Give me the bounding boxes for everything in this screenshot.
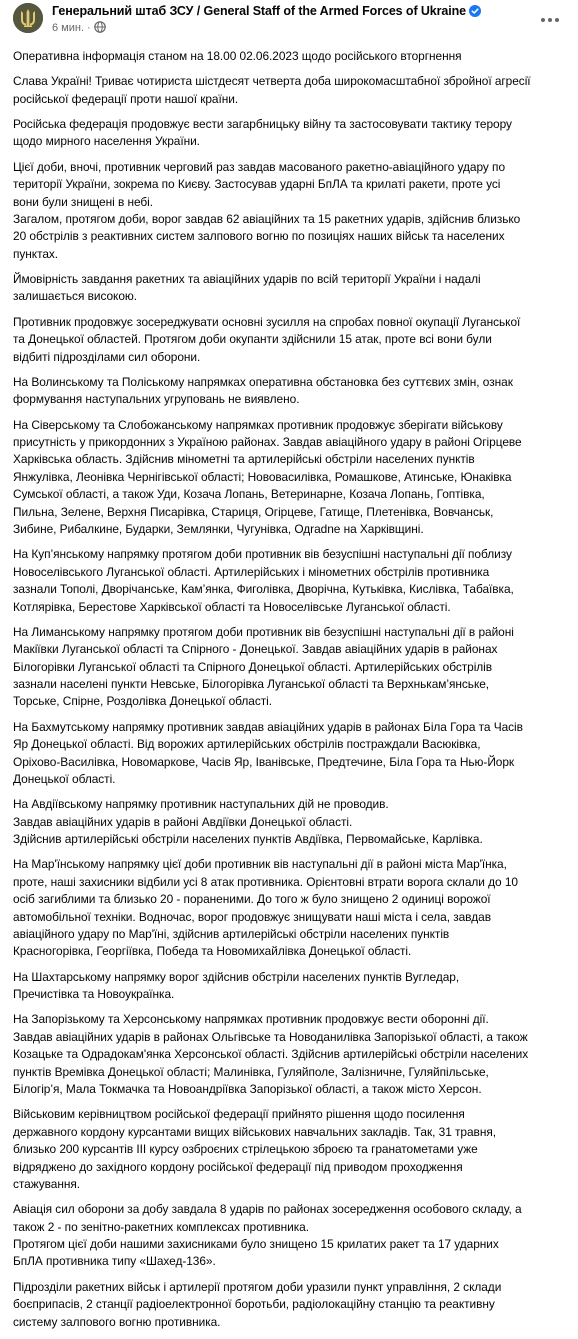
post-paragraph: На Куп’янському напрямку протягом доби противник вів безуспішні наступальні дії поблизу Новоселівського Луганської області. Артилерійських і мінометних обстрілів противника зазнали Тополі, Дворічанське, Кам’янка, Фиголівка, Дворічна, Кутьківка, Кислівка, Табаївка, Котлярівка, Берестове Харківської області та Новоселівське Луганської області. (13, 547, 514, 614)
trident-emblem-icon (13, 3, 43, 33)
meta-separator: · (87, 22, 91, 34)
verified-badge-icon (469, 5, 481, 17)
author-name[interactable]: Генеральний штаб ЗСУ / General Staff of the Armed Forces of Ukraine (52, 4, 467, 18)
post-paragraph: Противник продовжує зосереджувати основні зусилля на спробах повної окупації Луганської та Донецької областей. Протягом доби окупанти здійснили 15 атак, проте всі вони були відбиті підрозділами сил оборони. (13, 314, 521, 364)
post-paragraph: Оперативна інформація станом на 18.00 02.06.2023 щодо російського вторгнення (13, 49, 462, 63)
post-paragraph: Авіація сил оборони за добу завдала 8 ударів по районах зосередження особового складу, а також 2 - по зенітно-ракетних комплексах противника. Протягом цієї доби нашими захисниками було знищено 15 крилатих ракет та 17 ударних БпЛА противника типу «Шахед-136». (13, 1202, 522, 1269)
post-paragraph: Підрозділи ракетних військ і артилерії протягом доби уразили пункт управління, 2 склади боєприпасів, 2 станції радіоелектронної боротьби, радіолокаційну станцію та реактивну систему залпового вогню противника. (13, 1279, 502, 1329)
post-paragraph: На Сіверському та Слобожанському напрямках противник продовжує зберігати військову присутність у прикордонних з Україною районах. Завдав авіаційного удару в районі Огірцеве Харківська область. Здійснив мінометні та артилерійські обстріли населених пунктів Янжулівка, Леонівка Чернігівської області; Нововасилівка, Ромашкове, Атинське, Юнаківка Сумської області, а також Уди, Козача Лопань, Ветеринарне, Козача Лопань, Гоптівка, Пильна, Зелене, Верхня Писарівка, Стариця, Огірцеве, Гатище, Плетенівка, Вовчанськ, Зибине, Рибалкине, Бударки, Землянки, Чугунівка, Одradne на Харківщині. (13, 417, 522, 536)
post-time[interactable]: 6 мин. (52, 22, 85, 34)
avatar[interactable] (13, 3, 43, 33)
more-options-button[interactable] (536, 10, 564, 30)
post-paragraph: Російська федерація продовжує вести загарбницьку війну та застосовувати тактику терору щодо мирного населення України. (13, 117, 512, 149)
post-paragraph: На Запорізькому та Херсонському напрямках противник продовжує вести оборонні дії. Завдав авіаційних ударів в районах Ольгівське та Новоданилівка Запорізької області, а також Козацьке та Одрадокам'янка Херсонської області. Здійснив артилерійські обстріли населених пунктів Времівка Донецької області; Малинівка, Гуляйполе, Залізничне, Гуляйпільське, Білогір’я, Мала Токмачка та Новоандріївка Запорізької області, а також місто Херсон. (13, 1012, 529, 1096)
post-paragraph: На Волинському та Поліському напрямках оперативна обстановка без суттєвих змін, ознак формування наступальних угруповань не виявлено. (13, 374, 513, 407)
post-text (13, 48, 569, 1339)
post-paragraph: Ймовірність завдання ракетних та авіаційних ударів по всій території України і надалі залишається високою. (13, 272, 481, 304)
post-header (0, 0, 578, 40)
post-paragraph: Військовим керівництвом російської федерації прийнято рішення щодо посилення державного кордону курсантами вищих військових навчальних закладів. Так, 31 травня, близько 200 курсантів ІІІ курсу озброєних стрілецькою зброєю та гранатометами уже відряджено до західного кордону російської федерації під приводом проходження стажування. (13, 1107, 496, 1191)
author-line (52, 4, 481, 18)
post-paragraph: Слава Україні! Триває чотириста шістдесят четверта доба широкомасштабної збройної агресії російської федерації проти нашої країни. (13, 74, 531, 106)
more-dot-icon (555, 18, 559, 22)
post-meta (52, 21, 106, 34)
more-dot-icon (541, 18, 545, 22)
post-paragraph: На Авдіївському напрямку противник наступальних дій не проводив. Завдав авіаційних ударів в районі Авдіївки Донецької області. Здійснив артилерійські обстріли населених пунктів Авдіївка, Первомайське, Карлівка. (13, 797, 483, 847)
post-paragraph: На Мар'їнському напрямку цієї доби противник вів наступальні дії в районі міста Мар'їнка, проте, наші захисники відбили усі 8 атак противника. Орієнтовні втрати ворога склали до 10 осіб загиблими та близько 20 - пораненими. До того ж було знищено 2 одиниці ворожої автомобільної техніки. Водночас, ворог продовжує знищувати наші міста і села, завдав авіаційного удару по Мар'їні, здійснив артилерійські обстріли населених пунктів Красногорівка, Георгіївка, Победа та Новомихайлівка Донецької області. (13, 857, 518, 959)
post-paragraph: Цієї доби, вночі, противник черговий раз завдав масованого ракетно-авіаційного удару по території України, зокрема по Києву. Застосував ударні БпЛА та крилаті ракети, проте усі вони були знищені в небі. Загалом, протягом доби, ворог завдав 62 авіаційних та 15 ракетних ударів, здійснив близько 20 обстрілів з реактивних систем залпового вогню по позиціях наших військ та населених пунктах. (13, 159, 521, 261)
globe-icon (94, 21, 106, 33)
post-paragraph: На Лиманському напрямку протягом доби противник вів безуспішні наступальні дії в районі Макіївки Луганської області та Спірного - Донецької. Завдав авіаційних ударів в районах Білогорівки Луганської області та Спірного Донецької області. Артилерійських обстрілів зазнали населені пункти Невське, Білогорівка Луганської області та Верхнькам’янське, Торське, Спірне, Роздолівка Донецької області. (13, 624, 514, 709)
more-dot-icon (548, 18, 552, 22)
post-paragraph: На Бахмутському напрямку противник завдав авіаційних ударів в районах Біла Гора та Часів Яр Донецької області. Від ворожих артилерійських обстрілів постраждали Васюківка, Оріхово-Василівка, Новомаркове, Часів Яр, Іванівське, Предтечине, Біла Гора та Нью-Йорк Донецької області. (13, 719, 523, 786)
post-paragraph: На Шахтарському напрямку ворог здійснив обстріли населених пунктів Вугледар, Пречистівка та Новоукраїнка. (13, 969, 460, 1002)
